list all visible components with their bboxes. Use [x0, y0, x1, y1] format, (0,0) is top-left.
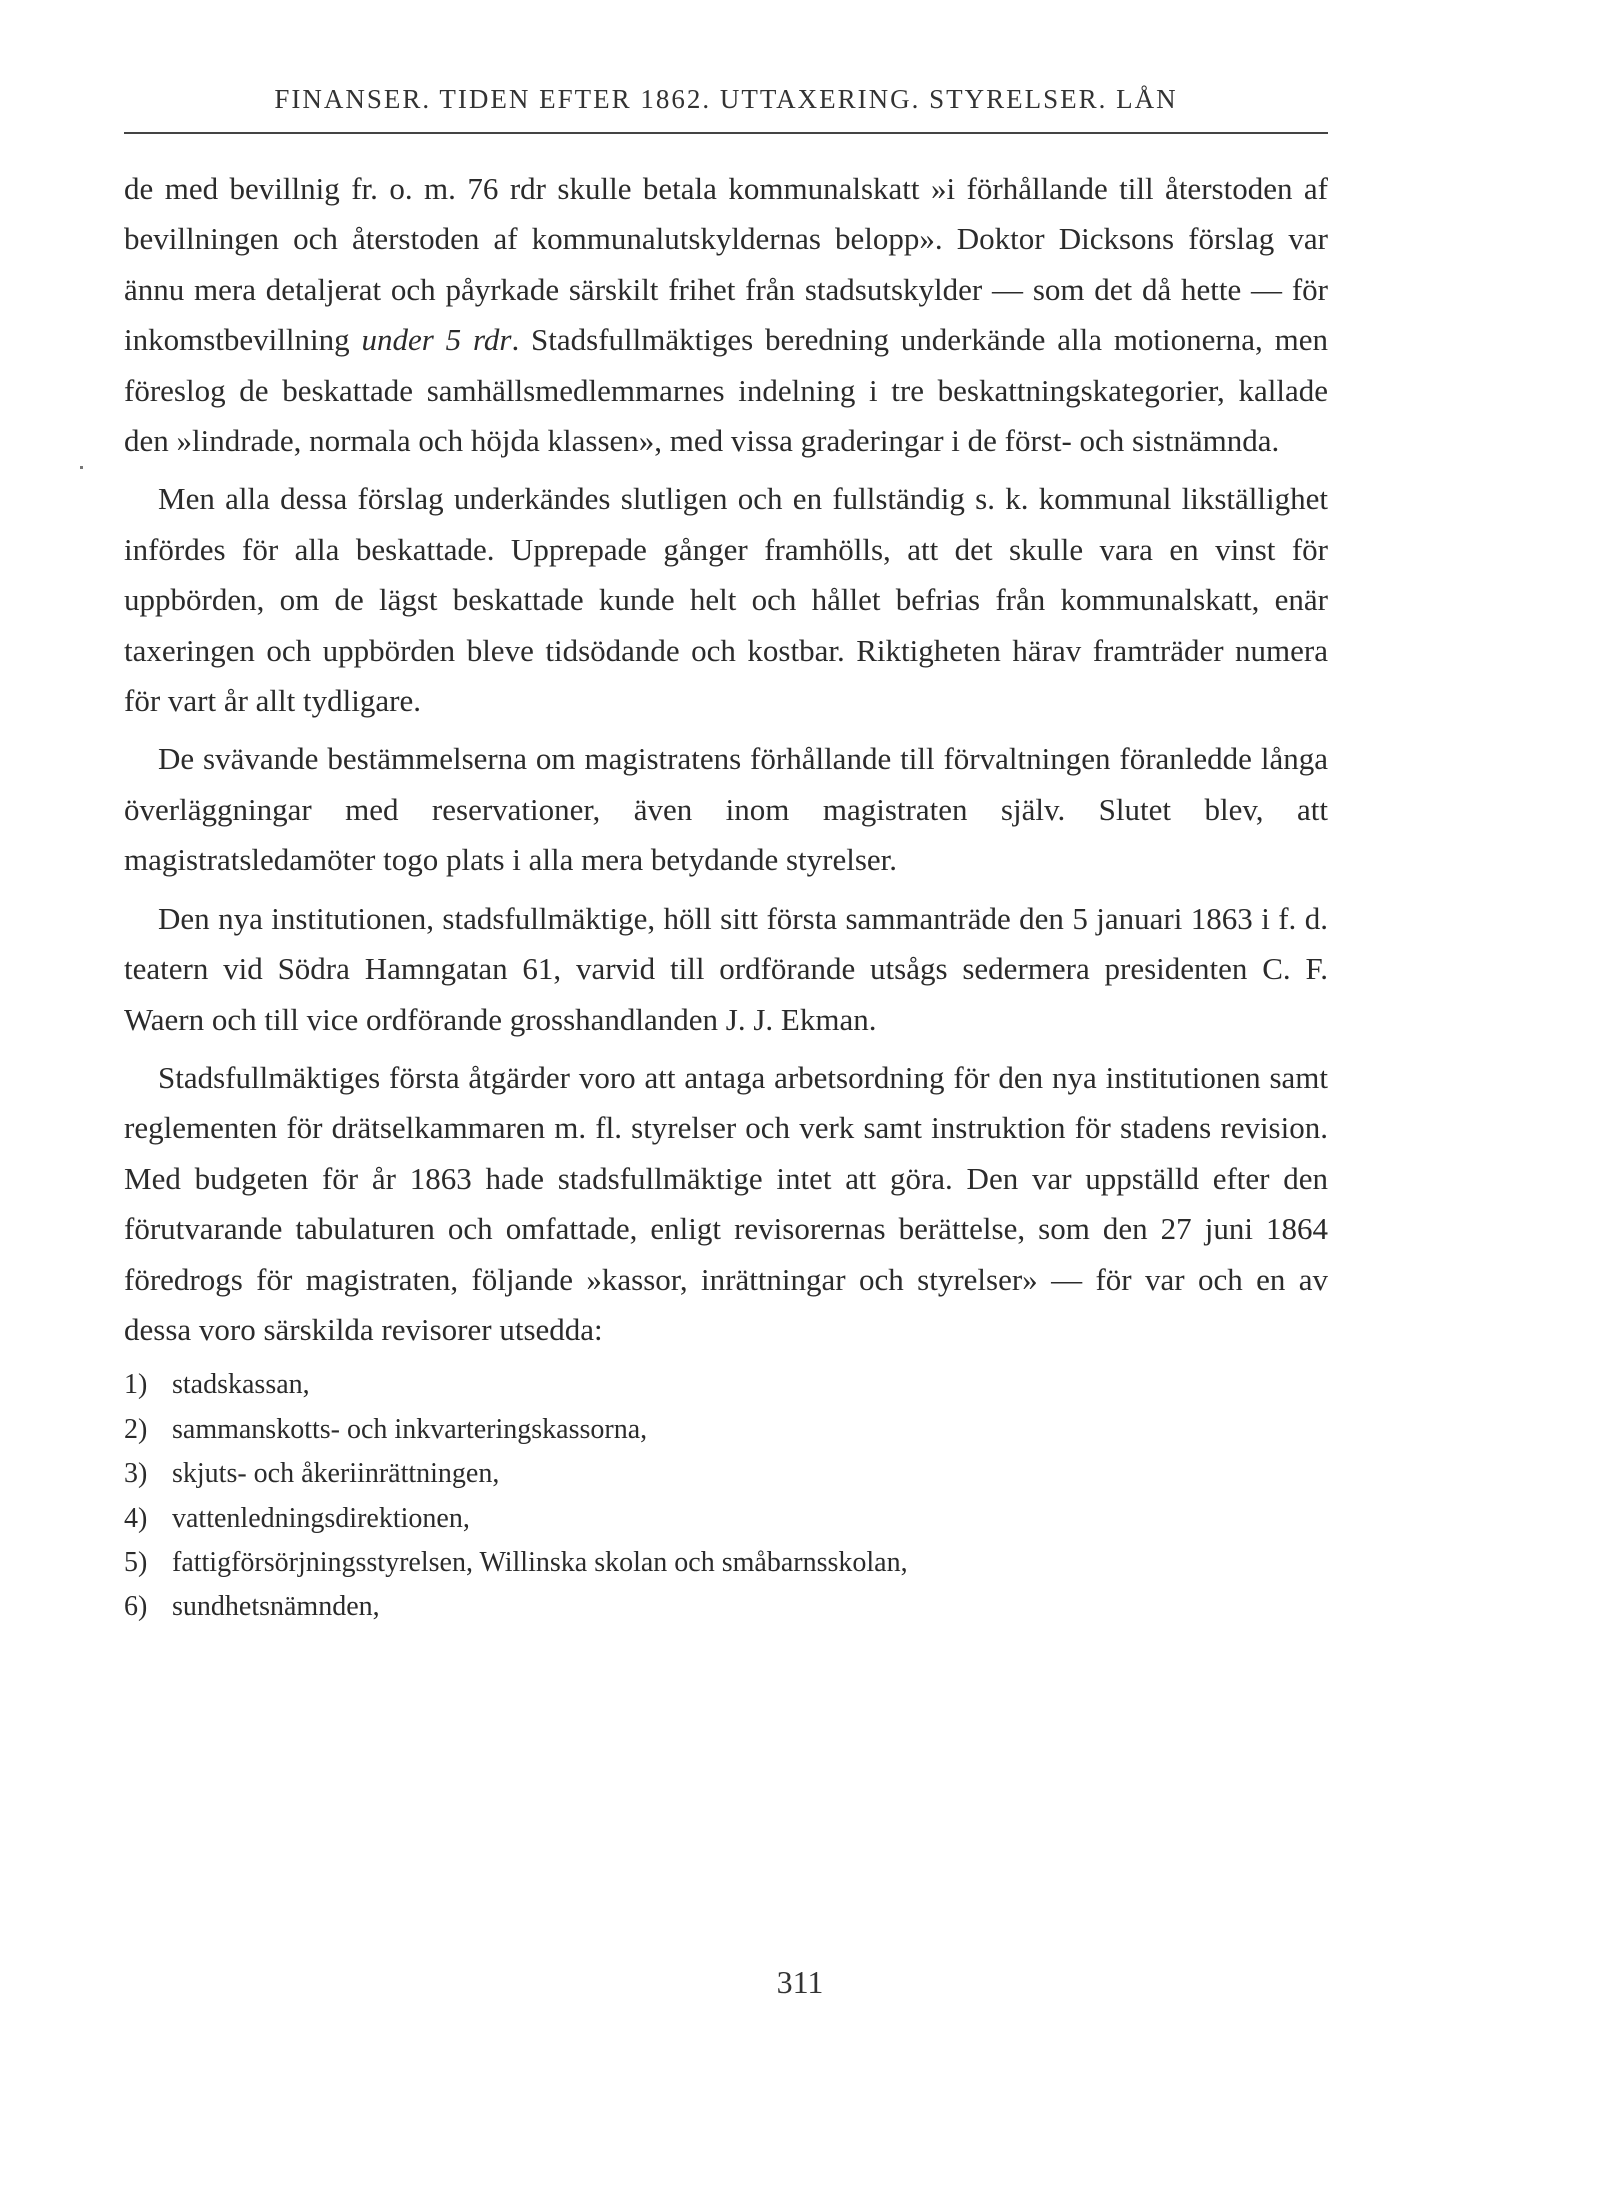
list-text: sammanskotts- och inkvarteringskassorna, [172, 1413, 648, 1445]
list-item [124, 1585, 1328, 1629]
list-number: 3) [124, 1458, 148, 1490]
margin-speck [80, 466, 83, 469]
header-rule [124, 132, 1328, 134]
running-header: FINANSER. TIDEN EFTER 1862. UTTAXERING. STYRELSER. LÅN [274, 84, 1178, 114]
list-item [124, 1408, 1328, 1452]
list-item [124, 1541, 1328, 1585]
list-number: 4) [124, 1502, 148, 1534]
list-number: 5) [124, 1546, 148, 1578]
list-text: sundhetsnämnden, [172, 1591, 380, 1623]
paragraph-4: Den nya institutionen, stadsfullmäktige, höll sitt första sammanträde den 5 januari 1863 i f. d. teatern vid Södra Hamngatan 61, varvid till ordförande utsågs sedermera presidenten C. F. Waern och till vice ordförande grosshandlanden J. J. Ekman. [124, 900, 1328, 1037]
list-text: vattenledningsdirektionen, [172, 1502, 470, 1534]
paragraph-1-text-b: . Stadsfullmäktiges beredning underkände alla motionerna, men föreslog de beskattade samhällsmedlemmarnes indelning i tre beskattningskategorier, kallade den »lindrade, normala och höjda klassen», med vissa graderingar i de först- och sistnämnda. [124, 322, 1328, 459]
page-body [124, 164, 1328, 1630]
paragraph-3: De svävande bestämmelserna om magistratens förhållande till förvaltningen föranledde långa överläggningar med reservationer, även inom magistraten själv. Slutet blev, att magistratsledamöter togo plats i alla mera betydande styrelser. [124, 741, 1328, 878]
list-item [124, 1452, 1328, 1496]
list-text: fattigförsörjningsstyrelsen, Willinska skolan och småbarnsskolan, [172, 1546, 908, 1578]
list-number: 6) [124, 1591, 148, 1623]
paragraph-2: Men alla dessa förslag underkändes slutligen och en fullständig s. k. kommunal likställighet infördes för alla beskattade. Upprepade gånger framhölls, att det skulle vara en vinst för uppbörden, om de lägst beskattade kunde helt och hållet befrias från kommunalskatt, enär taxeringen och uppbörden bleve tidsödande och kostbar. Riktigheten härav framträder numera för vart år allt tydligare. [124, 481, 1328, 719]
revision-list [124, 1363, 1328, 1629]
list-text: stadskassan, [172, 1369, 310, 1401]
paragraph-1-italic: under 5 rdr [361, 322, 512, 358]
list-number: 1) [124, 1369, 148, 1401]
list-item [124, 1497, 1328, 1541]
paragraph-1 [124, 164, 1328, 466]
list-number: 2) [124, 1413, 148, 1445]
list-text: skjuts- och åkeriinrättningen, [172, 1458, 500, 1490]
page-number: 311 [776, 1964, 824, 2000]
paragraph-1-text-a: de med bevillnig fr. o. m. 76 rdr skulle betala kommunalskatt »i förhållande till återstoden af bevillningen och återstoden af kommunalutskyldernas belopp». Doktor Dicksons förslag var ännu mera detaljerat och påyrkade särskilt frihet från stadsutskylder — som det då hette — för inkomstbevillning [124, 171, 1328, 358]
paragraph-5: Stadsfullmäktiges första åtgärder voro att antaga arbetsordning för den nya institutionen samt reglementen för drätselkammaren m. fl. styrelser och verk samt instruktion för stadens revision. Med budgeten för år 1863 hade stadsfullmäktige intet att göra. Den var uppställd efter den förutvarande tabulaturen och omfattade, enligt revisorernas berättelse, som den 27 juni 1864 föredrogs för magistraten, följande »kassor, inrättningar och styrelser» — för var och en av dessa voro särskilda revisorer utsedda: [124, 1059, 1328, 1347]
list-item [124, 1363, 1328, 1407]
